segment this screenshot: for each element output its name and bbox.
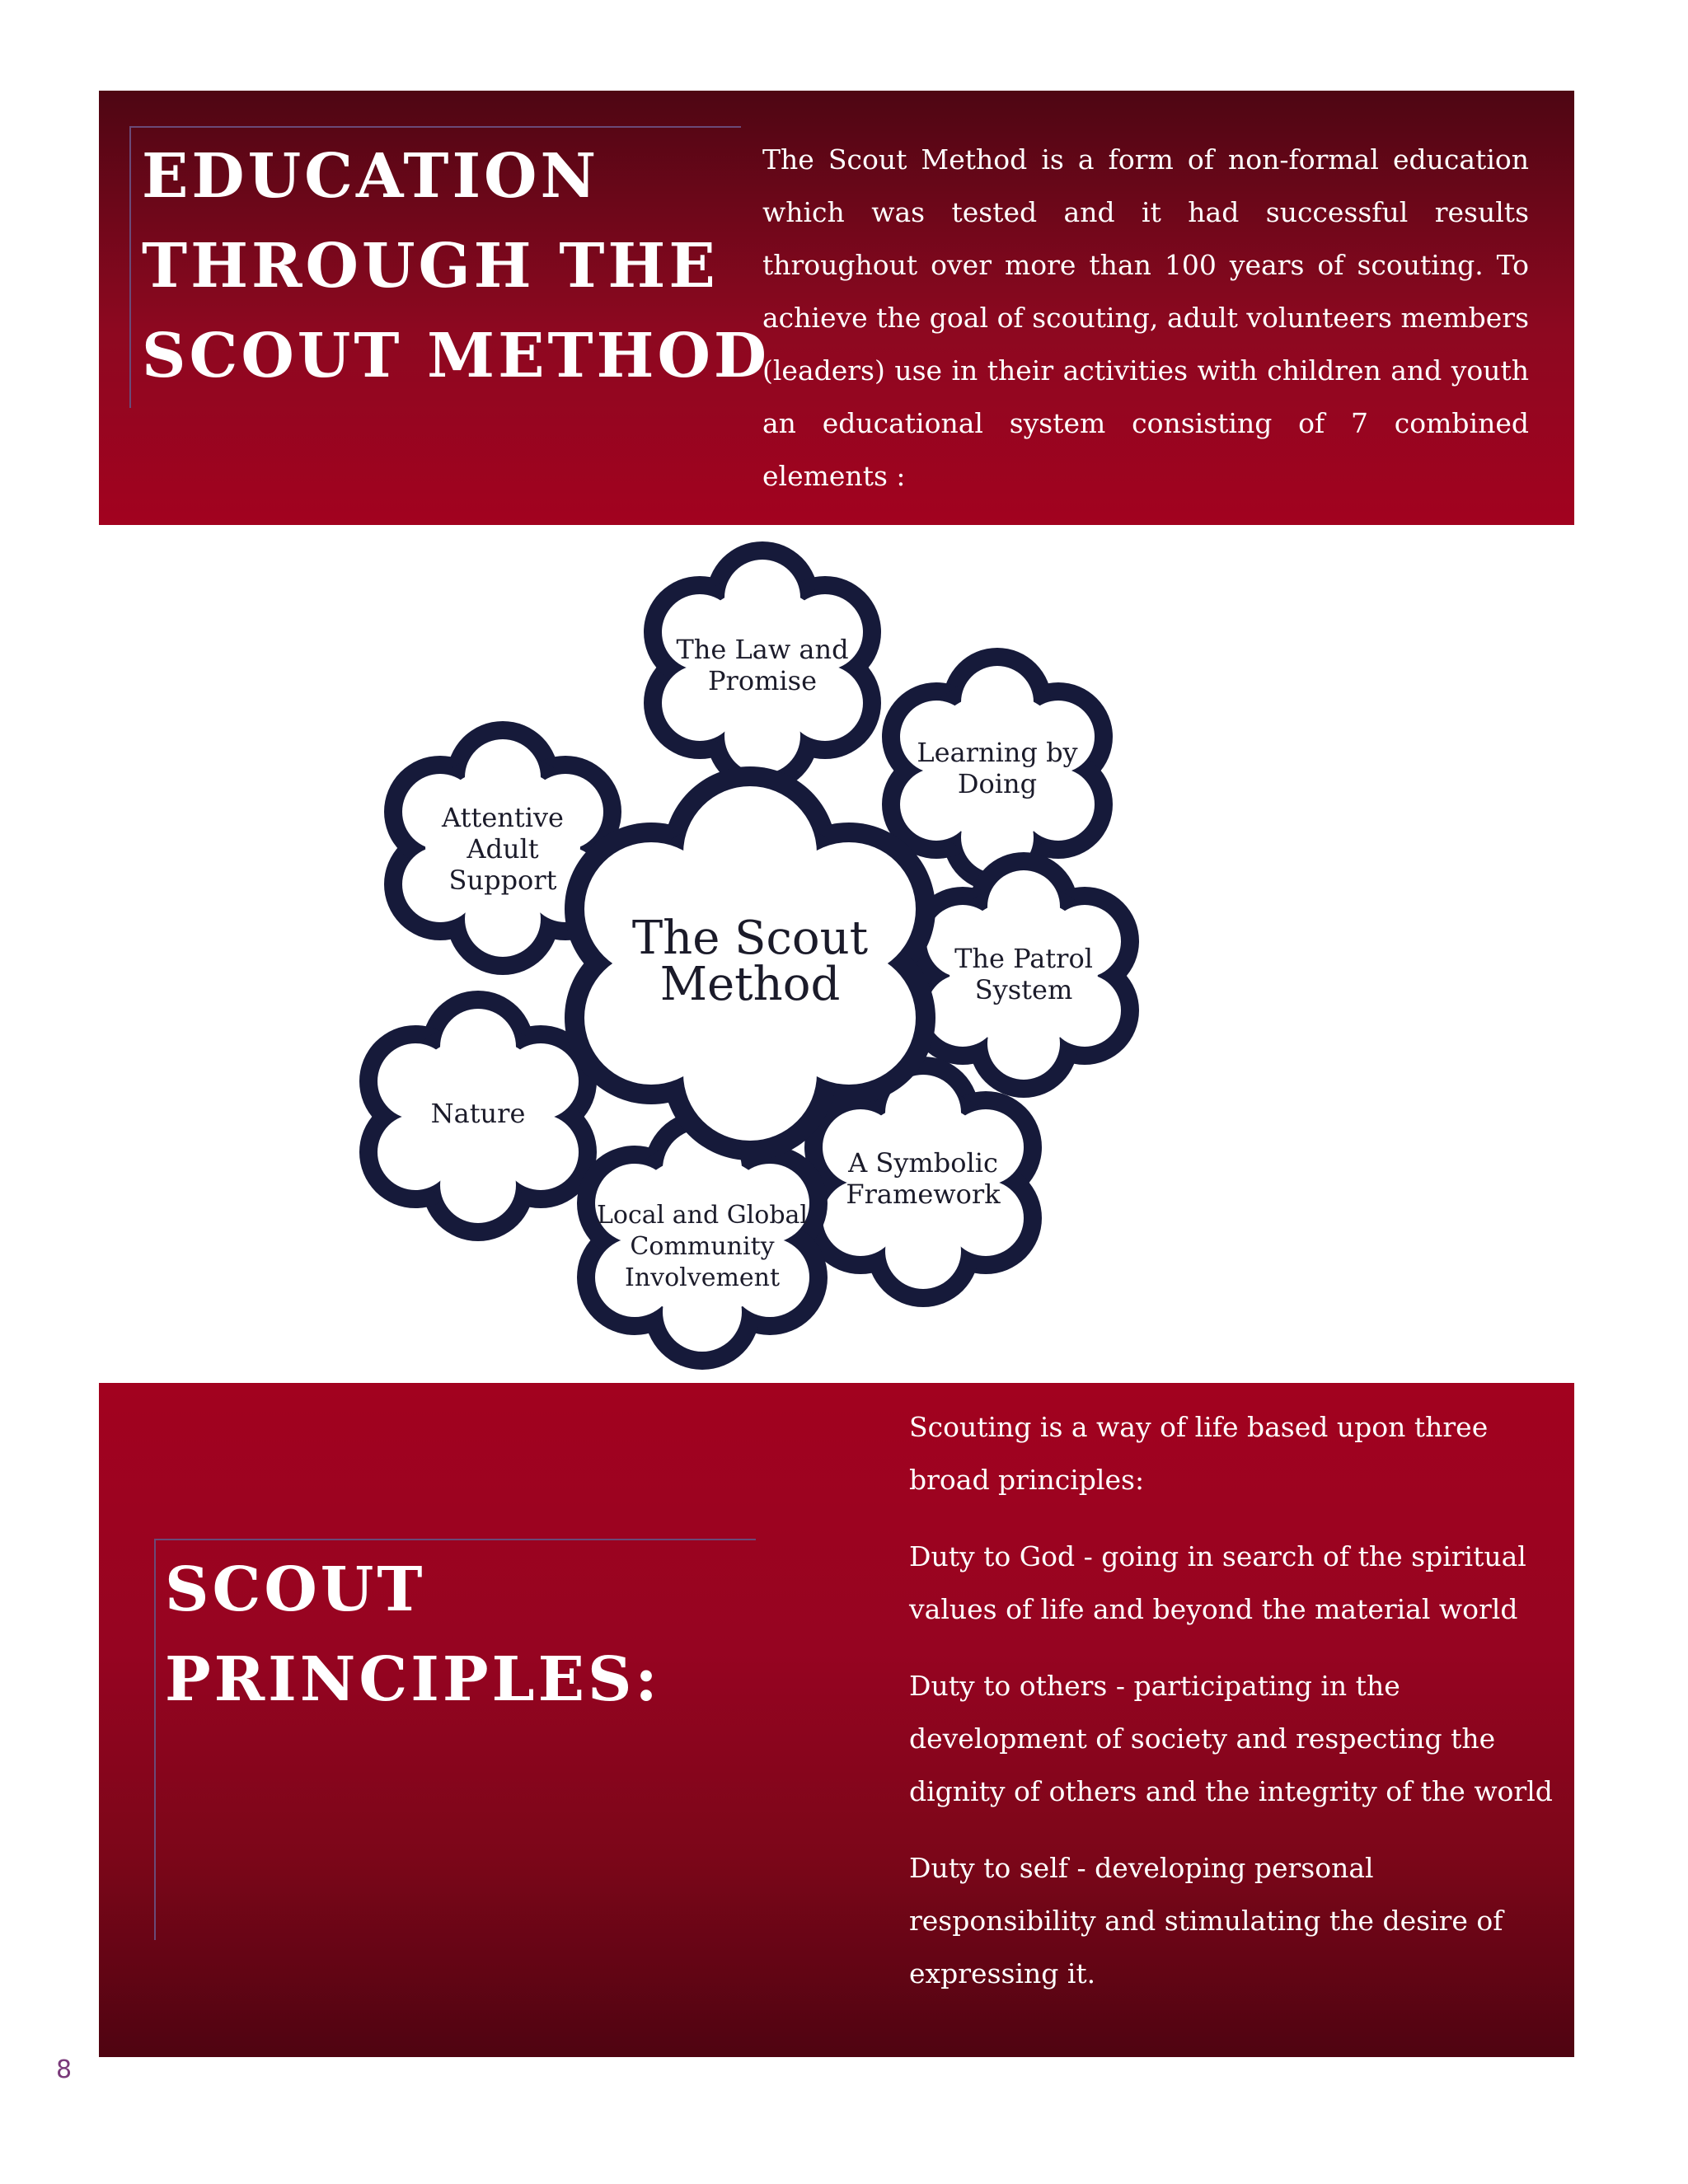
principle-duty-to-others: Duty to others - participating in the development of society and respecting the dignity of others and the integrity of the world (909, 1670, 1553, 1807)
center-label-line: Method (659, 958, 841, 1011)
label-line: System (974, 974, 1073, 1005)
label-line: Framework (846, 1179, 1001, 1210)
principles-panel (99, 1383, 1574, 2057)
principle-duty-to-self: Duty to self - developing personal responsibility and stimulating the desire of expressing it. (909, 1852, 1503, 1990)
intro-paragraph-container (762, 134, 1529, 503)
label-line: Support (448, 865, 557, 896)
label-line: Local and Global (596, 1201, 809, 1230)
label-line: Nature (430, 1098, 526, 1129)
label-line: The Patrol (954, 943, 1093, 974)
label-line: Promise (707, 665, 818, 696)
section-title-principles (165, 1545, 661, 1725)
intro-panel (99, 91, 1574, 525)
label-line: Involvement (624, 1263, 781, 1292)
label-line: Community (630, 1232, 775, 1261)
label-line: The Law and (676, 634, 849, 665)
page-number: 8 (56, 2055, 73, 2084)
label-line: Learning by (917, 737, 1078, 768)
principle-duty-to-god: Duty to God - going in search of the spiritual values of life and beyond the material world (909, 1540, 1526, 1625)
principles-text (909, 1401, 1560, 2024)
principles-intro: Scouting is a way of life based upon three broad principles: (909, 1411, 1489, 1496)
title-line: THROUGH THE (142, 231, 719, 302)
cloud-law-and-promise (644, 541, 881, 792)
title-line: SCOUT (165, 1554, 426, 1625)
label-line: Attentive (442, 802, 564, 833)
scout-method-diagram (346, 532, 1170, 1379)
center-label-line: The Scout (631, 912, 869, 965)
cloud-nature (359, 991, 597, 1241)
title-line: EDUCATION (142, 141, 600, 212)
intro-paragraph: The Scout Method is a form of non-formal education which was tested and it had successful results throughout over more than 100 years of scouting. To achieve the goal of scouting, adult volunteers members (leaders) use in their activities with children and youth an educational system consisting of 7 combined elements : (762, 143, 1529, 492)
label-line: Doing (957, 768, 1038, 799)
section-title-education (142, 132, 770, 401)
title-line: PRINCIPLES: (165, 1644, 661, 1715)
label-line: Adult (467, 833, 539, 865)
title-line: SCOUT METHOD (142, 321, 771, 391)
label-line: A Symbolic (848, 1147, 998, 1179)
